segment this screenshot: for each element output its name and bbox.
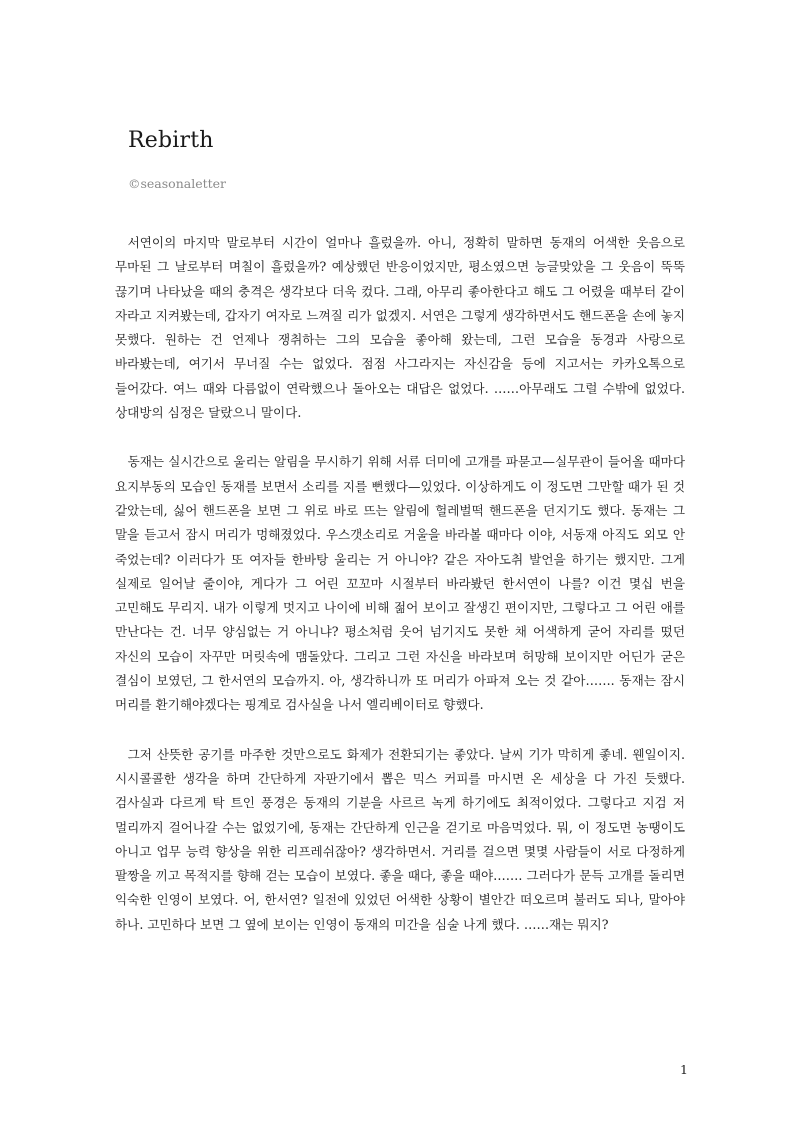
body-text: [115, 231, 685, 962]
paragraph-1: 서연이의 마지막 말로부터 시간이 얼마나 흘렀을까. 아니, 정확히 말하면 동재의 어색한 웃음으로 무마된 그 날로부터 며칠이 흘렀을까? 예상했던 반응이었지만, 평소였으면 능글맞았을 그 웃음이 뚝뚝 끊기며 나타났을 때의 충격은 생각보다 더욱 컸다. 그래, 아무리 좋아한다고 해도 그 어렸을 때부터 같이 자라고 지켜봤는데, 갑자기 여자로 느껴질 리가 없겠지. 서연은 그렇게 생각하면서도 핸드폰을 손에 놓지 못했다. 원하는 건 언제나 쟁취하는 그의 모습을 좋아해 왔는데, 그런 모습을 동경과 사랑으로 바라봤는데, 여기서 무너질 수는 없었다. 점점 사그라지는 자신감을 등에 지고서는 카카오톡으로 들어갔다. 여느 때와 다름없이 연락했으나 돌아오는 대답은 없었다. ……아무래도 그럴 수밖에 없었다. 상대방의 심정은 달랐으니 말이다.: [115, 235, 685, 421]
document-title: Rebirth: [128, 128, 214, 153]
paragraph-3: 그저 산뜻한 공기를 마주한 것만으로도 화제가 전환되기는 좋았다. 날씨 기가 막히게 좋네. 웬일이지. 시시콜콜한 생각을 하며 간단하게 자판기에서 뽑은 믹스 커피를 마시면 온 세상을 다 가진 듯했다. 검사실과 다르게 탁 트인 풍경은 동재의 기분을 사르르 녹게 하기에도 최적이었다. 그렇다고 지검 저 멀리까지 걸어나갈 수는 없었기에, 동재는 간단하게 인근을 걷기로 마음먹었다. 뭐, 이 정도면 농땡이도 아니고 업무 능력 향상을 위한 리프레쉬잖아? 생각하면서. 거리를 걸으면 몇몇 사람들이 서로 다정하게 팔짱을 끼고 목적지를 향해 걷는 모습이 보였다. 좋을 때다, 좋을 때야……. 그러다가 문득 고개를 돌리면 익숙한 인영이 보였다. 어, 한서연? 일전에 있었던 어색한 상황이 별안간 떠오르며 불러도 되나, 말아야 하나. 고민하다 보면 그 옆에 보이는 인영이 동재의 미간을 심술 나게 했다. ……재는 뭐지?: [115, 746, 685, 932]
page-number: 1: [680, 1062, 688, 1077]
paragraph-2: 동재는 실시간으로 울리는 알림을 무시하기 위해 서류 더미에 고개를 파묻고—실무관이 들어올 때마다 요지부동의 모습인 동재를 보면서 소리를 지를 뻔했다—있었다. 이상하게도 이 정도면 그만할 때가 된 것 같았는데, 싫어 핸드폰을 보면 그 위로 바로 뜨는 알림에 헐레벌떡 핸드폰을 던지기도 했다. 동재는 그 말을 듣고서 잠시 머리가 멍해졌었다. 우스갯소리로 거울을 바라볼 때마다 이야, 서동재 아직도 외모 안 죽었는데? 이러다가 또 여자들 한바탕 울리는 거 아니야? 같은 자아도취 발언을 하기는 했지만. 그게 실제로 일어날 줄이야, 게다가 그 어린 꼬꼬마 시절부터 바라봤던 한서연이 나를? 이건 몇십 번을 고민해도 무리지. 내가 이렇게 멋지고 나이에 비해 젊어 보이고 잘생긴 편이지만, 그렇다고 그 어린 애를 만난다는 건. 너무 양심없는 거 아니냐? 평소처럼 웃어 넘기지도 못한 채 어색하게 굳어 자리를 떴던 자신의 모습이 자꾸만 머릿속에 맴돌았다. 그리고 그런 자신을 바라보며 허망해 보이지만 어딘가 굳은 결심이 보였던, 그 한서연의 모습까지. 아, 생각하니까 또 머리가 아파져 오는 것 같아……. 동재는 잠시 머리를 환기해야겠다는 핑계로 검사실을 나서 엘리베이터로 향했다.: [115, 454, 685, 713]
author-credit: ©seasonaletter: [128, 176, 227, 191]
